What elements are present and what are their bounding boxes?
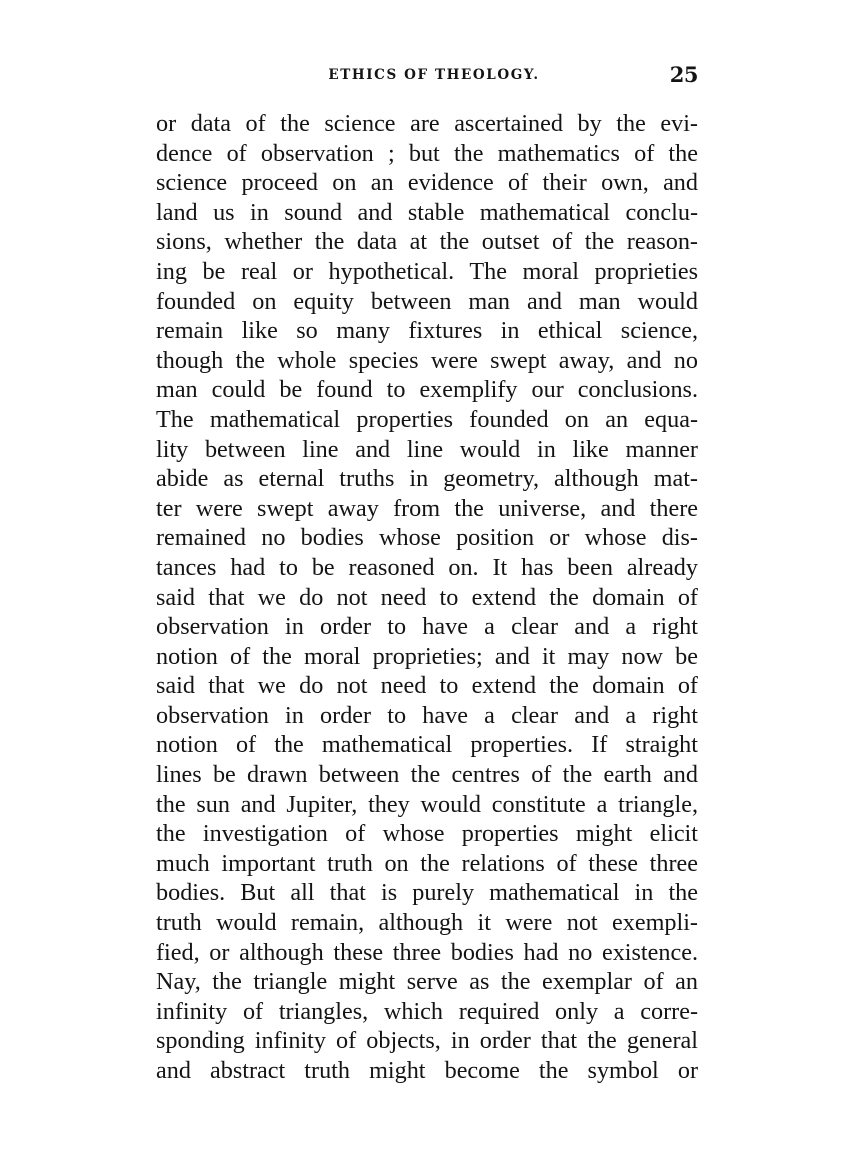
text-line: said that we do not need to extend the domain of xyxy=(156,583,698,611)
text-line: though the whole species were swept away, and no xyxy=(156,346,698,374)
text-line: and abstract truth might become the symbol or xyxy=(156,1057,698,1084)
running-title: ETHICS OF THEOLOGY. xyxy=(328,67,540,83)
text-line: the sun and Jupiter, they would constitute a triangle, xyxy=(156,790,698,818)
page-number: 25 xyxy=(669,62,698,87)
text-line: science proceed on an evidence of their own, and xyxy=(156,169,698,197)
text-line: observation in order to have a clear and a right xyxy=(156,613,698,641)
text-line: tances had to be reasoned on. It has been already xyxy=(156,553,698,581)
text-line: fied, or although these three bodies had no existence. xyxy=(156,938,698,966)
text-line: man could be found to exemplify our conclusions. xyxy=(156,376,698,404)
text-line: truth would remain, although it were not exempli- xyxy=(156,909,698,937)
text-line: remained no bodies whose position or whose dis- xyxy=(156,524,698,552)
text-line: bodies. But all that is purely mathematical in the xyxy=(156,879,698,907)
text-line: the investigation of whose properties might elicit xyxy=(156,820,698,848)
text-line: Nay, the triangle might serve as the exemplar of an xyxy=(156,968,698,996)
text-line: observation in order to have a clear and a right xyxy=(156,701,698,729)
text-line: founded on equity between man and man would xyxy=(156,287,698,315)
text-line: ing be real or hypothetical. The moral proprieties xyxy=(156,257,698,285)
text-line: ter were swept away from the universe, and there xyxy=(156,494,698,522)
text-line: abide as eternal truths in geometry, although mat- xyxy=(156,465,698,493)
body-text xyxy=(156,109,698,1086)
text-line: The mathematical properties founded on an equa- xyxy=(156,405,698,433)
text-line: remain like so many fixtures in ethical science, xyxy=(156,317,698,345)
text-line: much important truth on the relations of these three xyxy=(156,849,698,877)
text-line: infinity of triangles, which required only a corre- xyxy=(156,997,698,1025)
running-head xyxy=(156,62,698,88)
text-line: dence of observation ; but the mathematics of the xyxy=(156,139,698,167)
text-line: said that we do not need to extend the domain of xyxy=(156,672,698,700)
text-line: lines be drawn between the centres of the earth and xyxy=(156,761,698,789)
text-line: or data of the science are ascertained by the evi- xyxy=(156,110,698,137)
text-line: sponding infinity of objects, in order that the general xyxy=(156,1027,698,1055)
text-line: notion of the mathematical properties. If straight xyxy=(156,731,698,759)
text-line: land us in sound and stable mathematical conclu- xyxy=(156,198,698,226)
text-line: lity between line and line would in like manner xyxy=(156,435,698,463)
text-line: notion of the moral proprieties; and it may now be xyxy=(156,642,698,670)
book-page xyxy=(156,0,698,1150)
text-line: sions, whether the data at the outset of the reason- xyxy=(156,228,698,256)
